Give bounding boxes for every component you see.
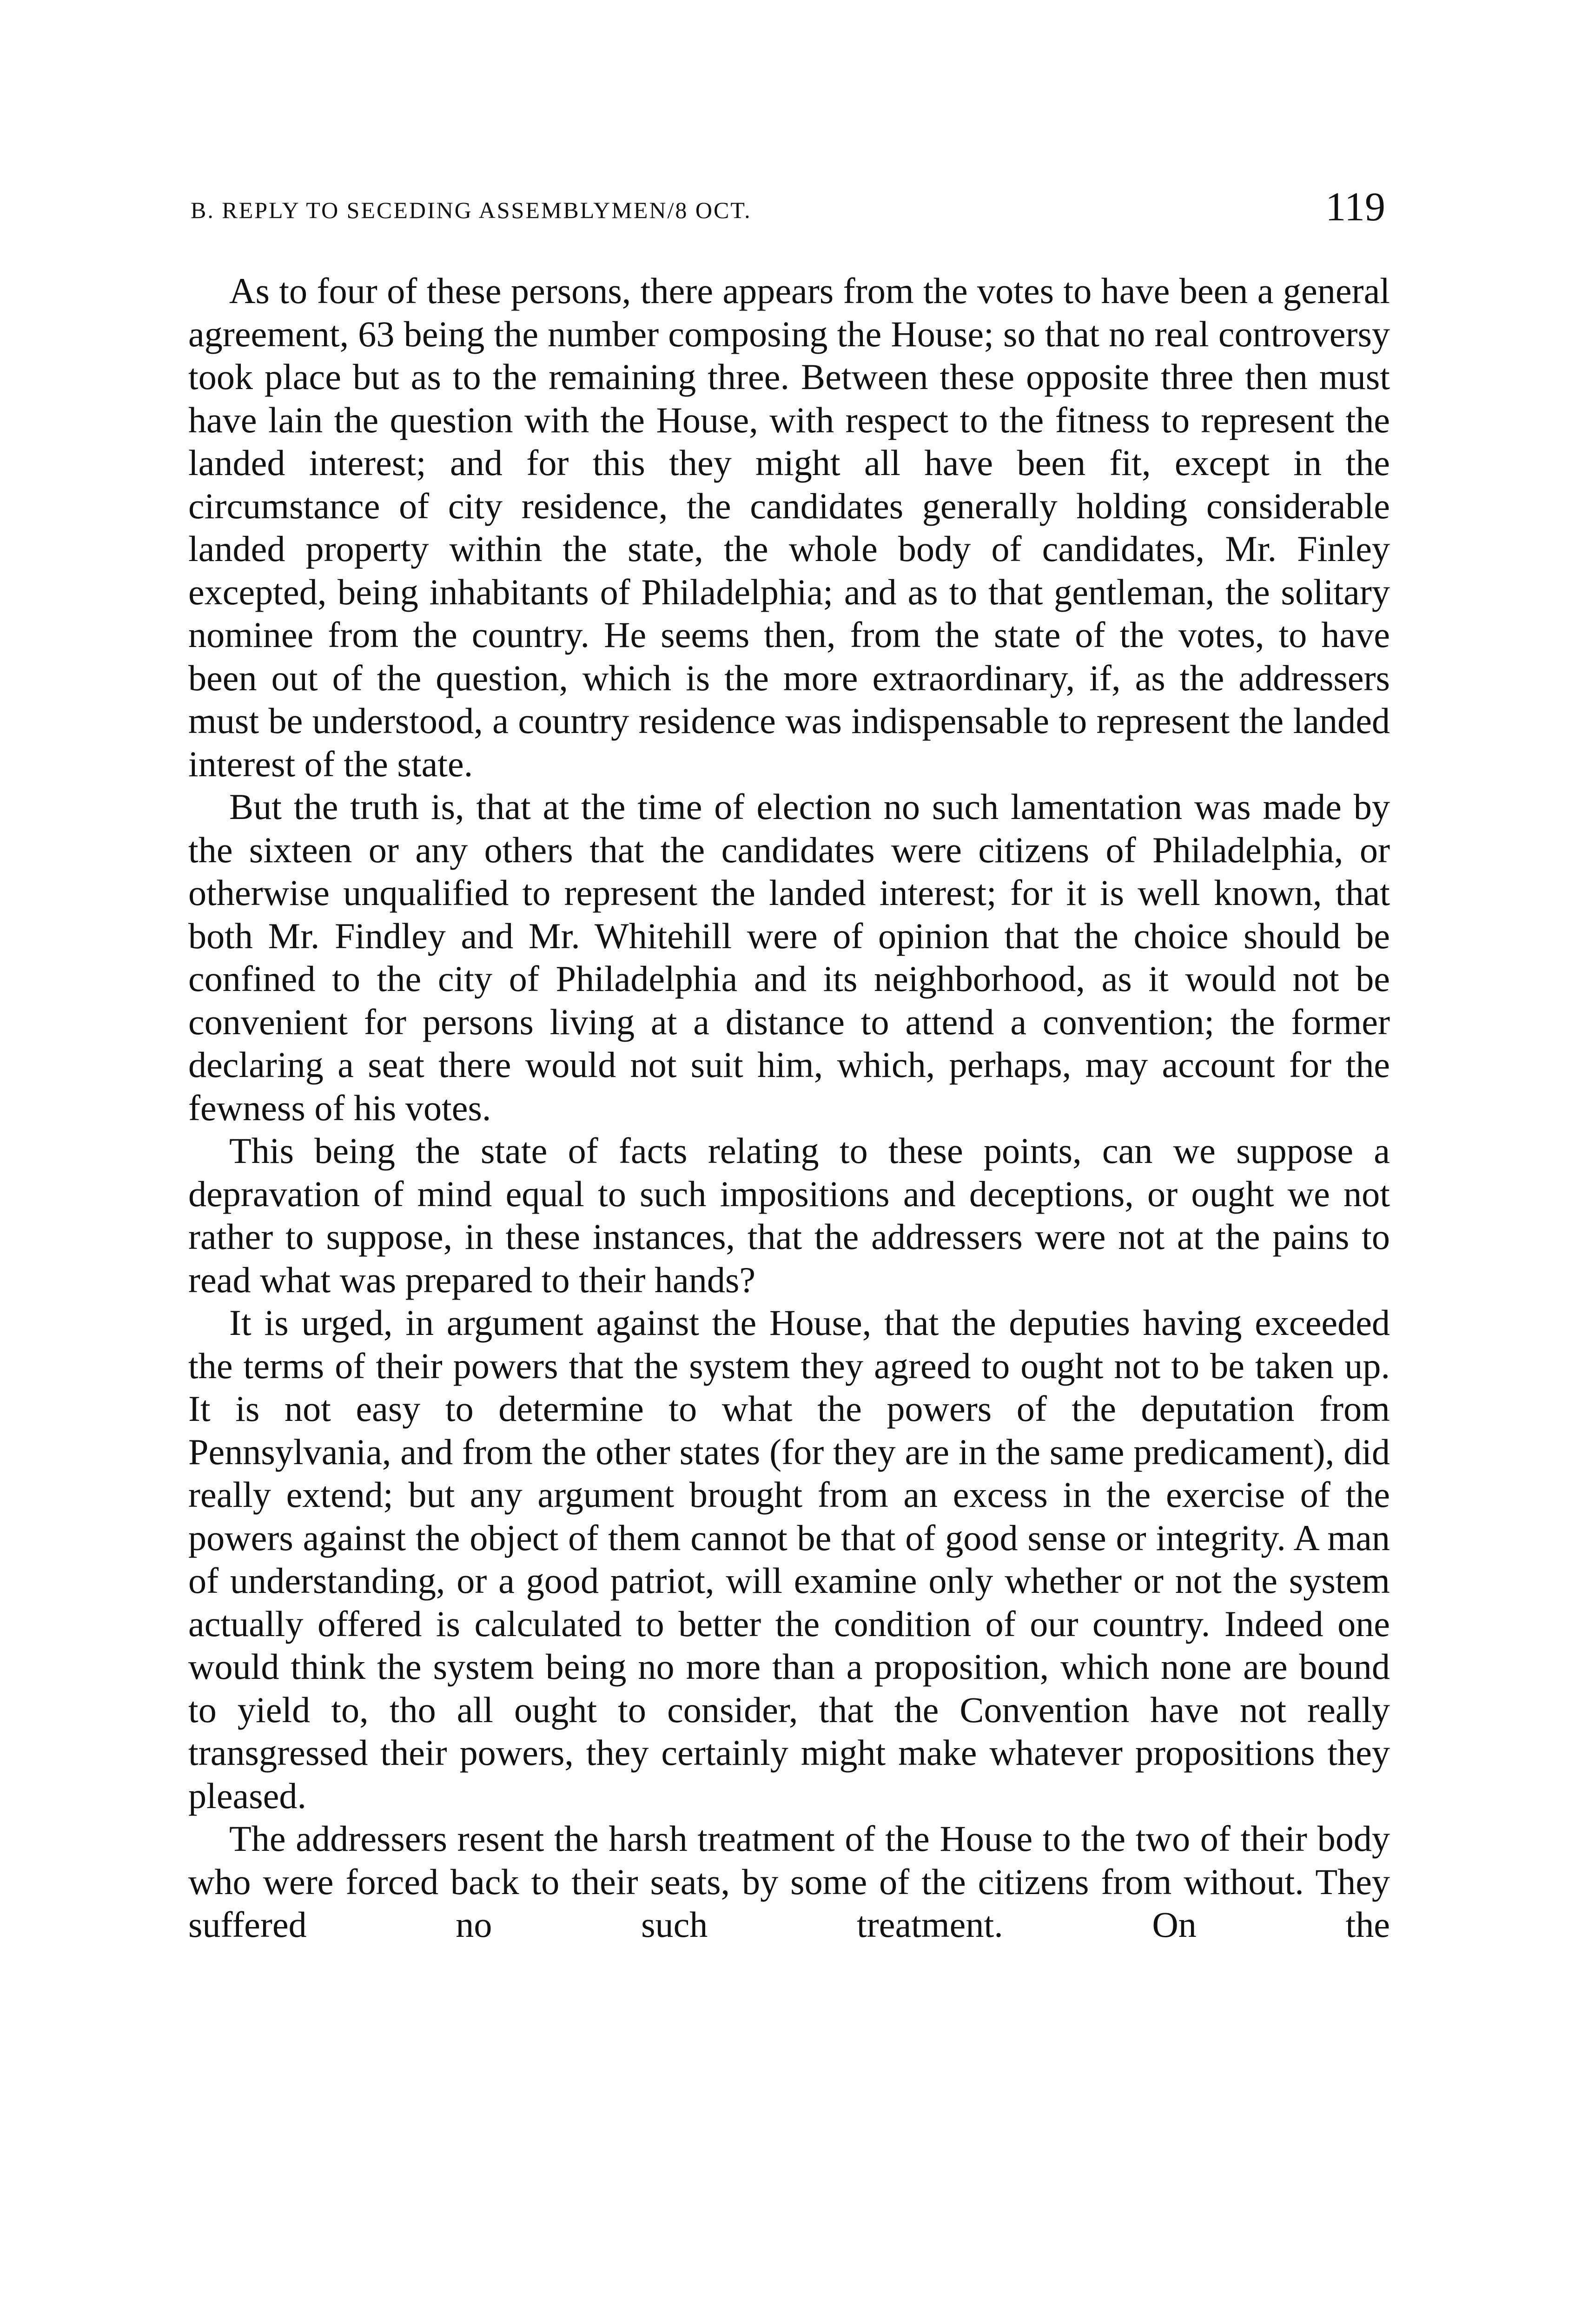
paragraph-1: As to four of these persons, there appears from the votes to have been a general agreement, 63 being the number composing the House; so that no real controversy took place but as to the remaining three. Between these opposite three then must have lain the question with the House, with respect to the fitness to represent the landed interest; and for this they might all have been fit, except in the circumstance of city residence, the candidates generally holding considerable landed property within the state, the whole body of candidates, Mr. Finley excepted, being inhabitants of Philadelphia; and as to that gentleman, the solitary nominee from the country. He seems then, from the state of the votes, to have been out of the question, which is the more extraordinary, if, as the addressers must be understood, a country residence was indispensable to represent the landed interest of the state. — [188, 271, 1390, 784]
paragraph-5: The addressers resent the harsh treatment of the House to the two of their body who were forced back to their seats, by some of the citizens from without. They suffered no such treatment. On the — [188, 1818, 1390, 1945]
paragraph-3: This being the state of facts relating to these points, can we suppose a depravation of mind equal to such impositions and deceptions, or ought we not rather to suppose, in these instances, that the addressers were not at the pains to read what was prepared to their hands? — [188, 1130, 1390, 1300]
paragraph-4: It is urged, in argument against the House, that the deputies having exceeded the terms of their powers that the system they agreed to ought not to be taken up. It is not easy to determine to what the powers of the deputation from Pennsylvania, and from the other states (for they are in the same predicament), did really extend; but any argument brought from an excess in the exercise of the powers against the object of them cannot be that of good sense or integrity. A man of understanding, or a good patriot, will examine only whether or not the system actually offered is calculated to better the condition of our country. Indeed one would think the system being no more than a proposition, which none are bound to yield to, tho all ought to consider, that the Convention have not really transgressed their powers, they certainly might make whatever propositions they pleased. — [188, 1302, 1390, 1816]
paragraph-2: But the truth is, that at the time of election no such lamentation was made by the sixteen or any others that the candidates were citizens of Philadelphia, or otherwise unqualified to represent the landed interest; for it is well known, that both Mr. Findley and Mr. Whitehill were of opinion that the choice should be confined to the city of Philadelphia and its neighborhood, as it would not be convenient for persons living at a distance to attend a convention; the former declaring a seat there would not suit him, which, perhaps, may account for the fewness of his votes. — [188, 786, 1390, 1128]
running-title: B. REPLY TO SECEDING ASSEMBLYMEN/8 OCT. — [191, 197, 752, 223]
body-text — [188, 270, 1390, 1947]
page-number: 119 — [1325, 185, 1385, 230]
running-head — [191, 184, 1385, 239]
